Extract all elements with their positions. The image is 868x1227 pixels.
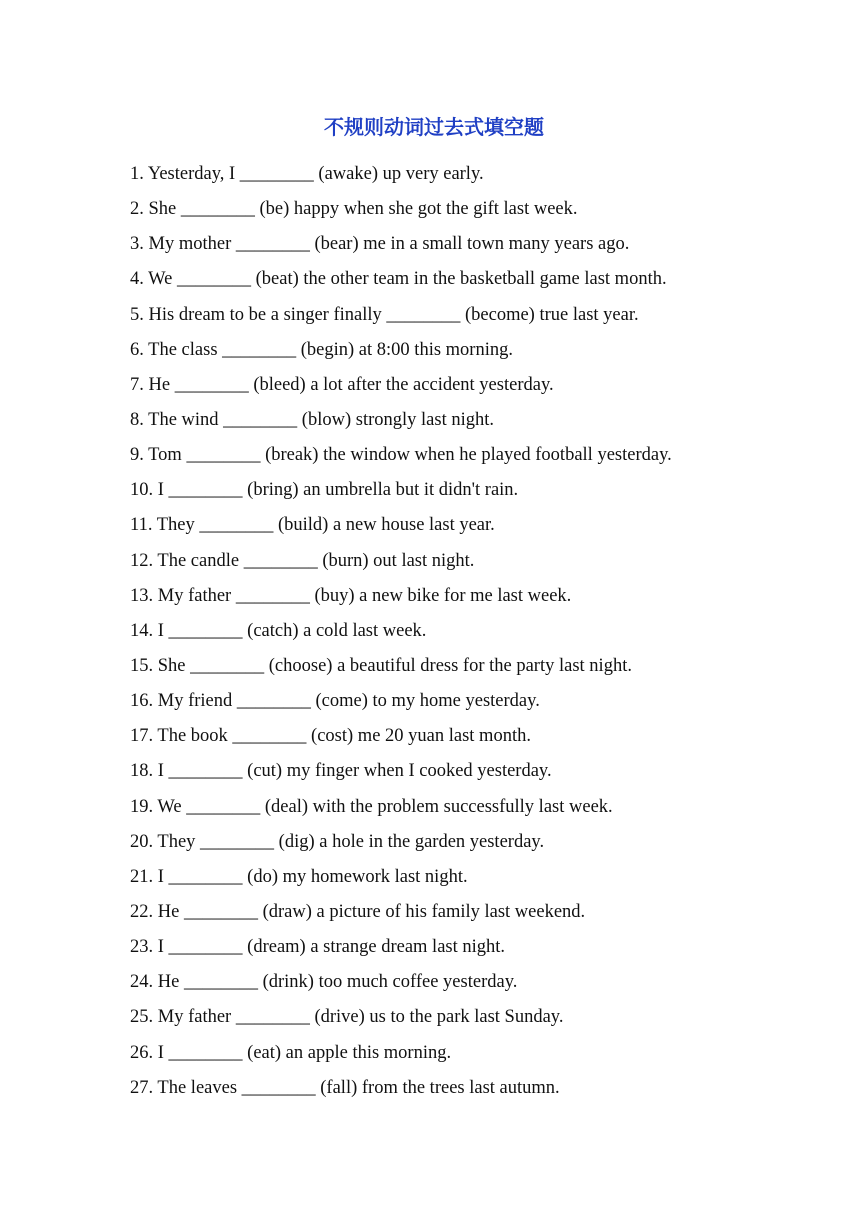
question-item: 27. The leaves ________ (fall) from the trees last autumn. [130, 1077, 560, 1098]
question-item: 17. The book ________ (cost) me 20 yuan last month. [130, 726, 531, 747]
question-item: 8. The wind ________ (blow) strongly last night. [130, 409, 494, 430]
question-item: 10. I ________ (bring) an umbrella but it didn't rain. [130, 480, 519, 501]
question-item: 11. They ________ (build) a new house last year. [130, 515, 495, 536]
question-item: 18. I ________ (cut) my finger when I cooked yesterday. [130, 761, 552, 782]
question-item: 7. He ________ (bleed) a lot after the accident yesterday. [130, 374, 554, 395]
question-item: 23. I ________ (dream) a strange dream last night. [130, 937, 506, 958]
question-item: 9. Tom ________ (break) the window when he played football yesterday. [130, 445, 672, 466]
question-item: 22. He ________ (draw) a picture of his family last weekend. [130, 901, 586, 922]
question-item: 4. We ________ (beat) the other team in the basketball game last month. [130, 269, 667, 290]
question-item: 2. She ________ (be) happy when she got the gift last week. [130, 199, 578, 220]
question-item: 3. My mother ________ (bear) me in a small town many years ago. [130, 234, 630, 255]
question-item: 1. Yesterday, I ________ (awake) up very early. [130, 164, 484, 184]
question-list [130, 157, 770, 1106]
question-item: 14. I ________ (catch) a cold last week. [130, 620, 427, 641]
question-item: 24. He ________ (drink) too much coffee yesterday. [130, 972, 518, 993]
question-item: 6. The class ________ (begin) at 8:00 this morning. [130, 339, 513, 360]
question-item: 16. My friend ________ (come) to my home yesterday. [130, 691, 540, 712]
question-item: 20. They ________ (dig) a hole in the garden yesterday. [130, 831, 545, 852]
question-item: 13. My father ________ (buy) a new bike for me last week. [130, 585, 572, 606]
question-item: 21. I ________ (do) my homework last night. [130, 866, 468, 887]
question-item: 25. My father ________ (drive) us to the park last Sunday. [130, 1007, 564, 1028]
question-item: 19. We ________ (deal) with the problem successfully last week. [130, 796, 613, 817]
question-item: 26. I ________ (eat) an apple this morning. [130, 1042, 452, 1063]
question-item: 12. The candle ________ (burn) out last night. [130, 550, 475, 571]
question-item: 5. His dream to be a singer finally ________ (become) true last year. [130, 304, 639, 325]
question-item: 15. She ________ (choose) a beautiful dress for the party last night. [130, 655, 632, 676]
worksheet-title: 不规则动词过去式填空题 [324, 115, 544, 139]
